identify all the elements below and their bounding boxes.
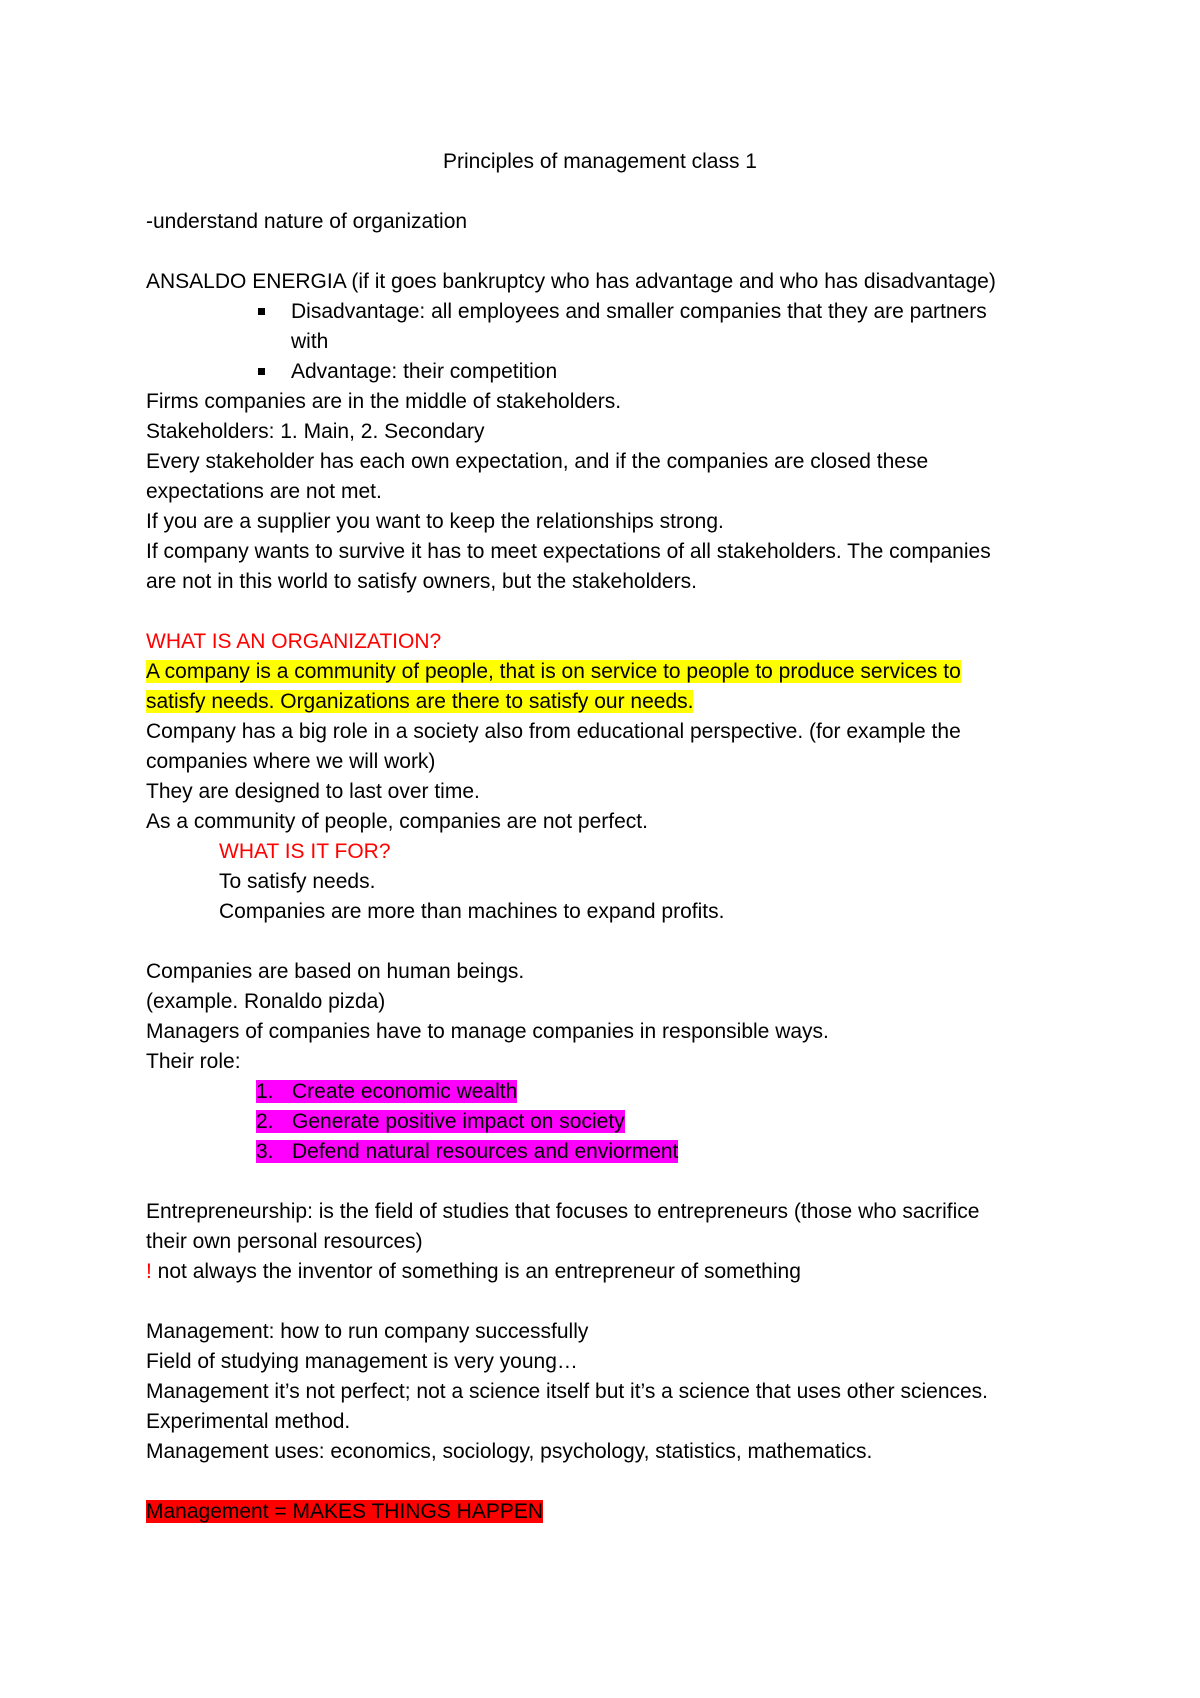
role-item-3 [256, 1138, 678, 1166]
para2-line2: companies where we will work) [146, 750, 436, 773]
highlight-yellow: satisfy needs. Organizations are there to satisfy our needs. [146, 690, 694, 713]
para2-line4: As a community of people, companies are not perfect. [146, 810, 648, 833]
entrepreneurship-line3 [146, 1258, 801, 1286]
for-body-line1: To satisfy needs. [219, 870, 376, 893]
highlight-red: Management = MAKES THINGS HAPPEN [146, 1500, 544, 1523]
exclamation-mark: ! [146, 1260, 152, 1283]
for-heading: WHAT IS IT FOR? [219, 840, 391, 863]
role-item-2 [256, 1108, 625, 1136]
role-text: Generate positive impact on society [292, 1110, 625, 1133]
for-body-line2: Companies are more than machines to expand profits. [219, 900, 725, 923]
management-line5: Management uses: economics, sociology, psychology, statistics, mathematics. [146, 1440, 873, 1463]
intro-line: -understand nature of organization [146, 210, 468, 233]
para1-line3: Every stakeholder has each own expectation, and if the companies are closed these [146, 450, 929, 473]
ansaldo-heading: ANSALDO ENERGIA (if it goes bankruptcy who has advantage and who has disadvantage) [146, 270, 996, 293]
entrepreneurship-line1: Entrepreneurship: is the field of studies that focuses to entrepreneurs (those who sacrifice [146, 1200, 980, 1223]
entrepreneurship-note: not always the inventor of something is an entrepreneur of something [151, 1260, 801, 1283]
org-definition-line1 [146, 658, 961, 686]
para1-line4: expectations are not met. [146, 480, 382, 503]
para3-line1: Companies are based on human beings. [146, 960, 525, 983]
role-number: 1. [256, 1080, 274, 1103]
highlight-yellow: A company is a community of people, that is on service to people to produce services to [146, 660, 961, 683]
management-line4: Experimental method. [146, 1410, 351, 1433]
title-text: Principles of management class 1 [443, 150, 757, 173]
para2-line1: Company has a big role in a society also from educational perspective. (for example the [146, 720, 961, 743]
role-number: 2. [256, 1110, 274, 1133]
square-bullet-icon [258, 368, 265, 375]
bullet-disadvantage-line1: Disadvantage: all employees and smaller companies that they are partners [291, 300, 987, 323]
role-text: Defend natural resources and enviorment [292, 1140, 679, 1163]
para1-line5: If you are a supplier you want to keep the relationships strong. [146, 510, 724, 533]
bullet-disadvantage-line2: with [291, 330, 329, 353]
highlight-magenta [256, 1140, 678, 1163]
management-line3: Management it’s not perfect; not a science itself but it’s a science that uses other sciences. [146, 1380, 989, 1403]
para2-line3: They are designed to last over time. [146, 780, 480, 803]
para1-line6: If company wants to survive it has to meet expectations of all stakeholders. The companies [146, 540, 991, 563]
management-line1: Management: how to run company successfully [146, 1320, 589, 1343]
highlight-magenta [256, 1080, 517, 1103]
para3-line3: Managers of companies have to manage companies in responsible ways. [146, 1020, 829, 1043]
role-number: 3. [256, 1140, 274, 1163]
entrepreneurship-line2: their own personal resources) [146, 1230, 423, 1253]
para1-line1: Firms companies are in the middle of stakeholders. [146, 390, 622, 413]
highlight-magenta [256, 1110, 625, 1133]
management-line2: Field of studying management is very young… [146, 1350, 578, 1373]
role-text: Create economic wealth [292, 1080, 518, 1103]
bullet-advantage: Advantage: their competition [291, 360, 558, 383]
final-statement [146, 1498, 543, 1526]
org-definition-line2 [146, 688, 693, 716]
page-title [0, 148, 1200, 176]
role-item-1 [256, 1078, 517, 1106]
para3-line2: (example. Ronaldo pizda) [146, 990, 386, 1013]
para1-line2: Stakeholders: 1. Main, 2. Secondary [146, 420, 485, 443]
para1-line7: are not in this world to satisfy owners, but the stakeholders. [146, 570, 697, 593]
para3-line4: Their role: [146, 1050, 241, 1073]
square-bullet-icon [258, 308, 265, 315]
org-heading: WHAT IS AN ORGANIZATION? [146, 630, 442, 653]
